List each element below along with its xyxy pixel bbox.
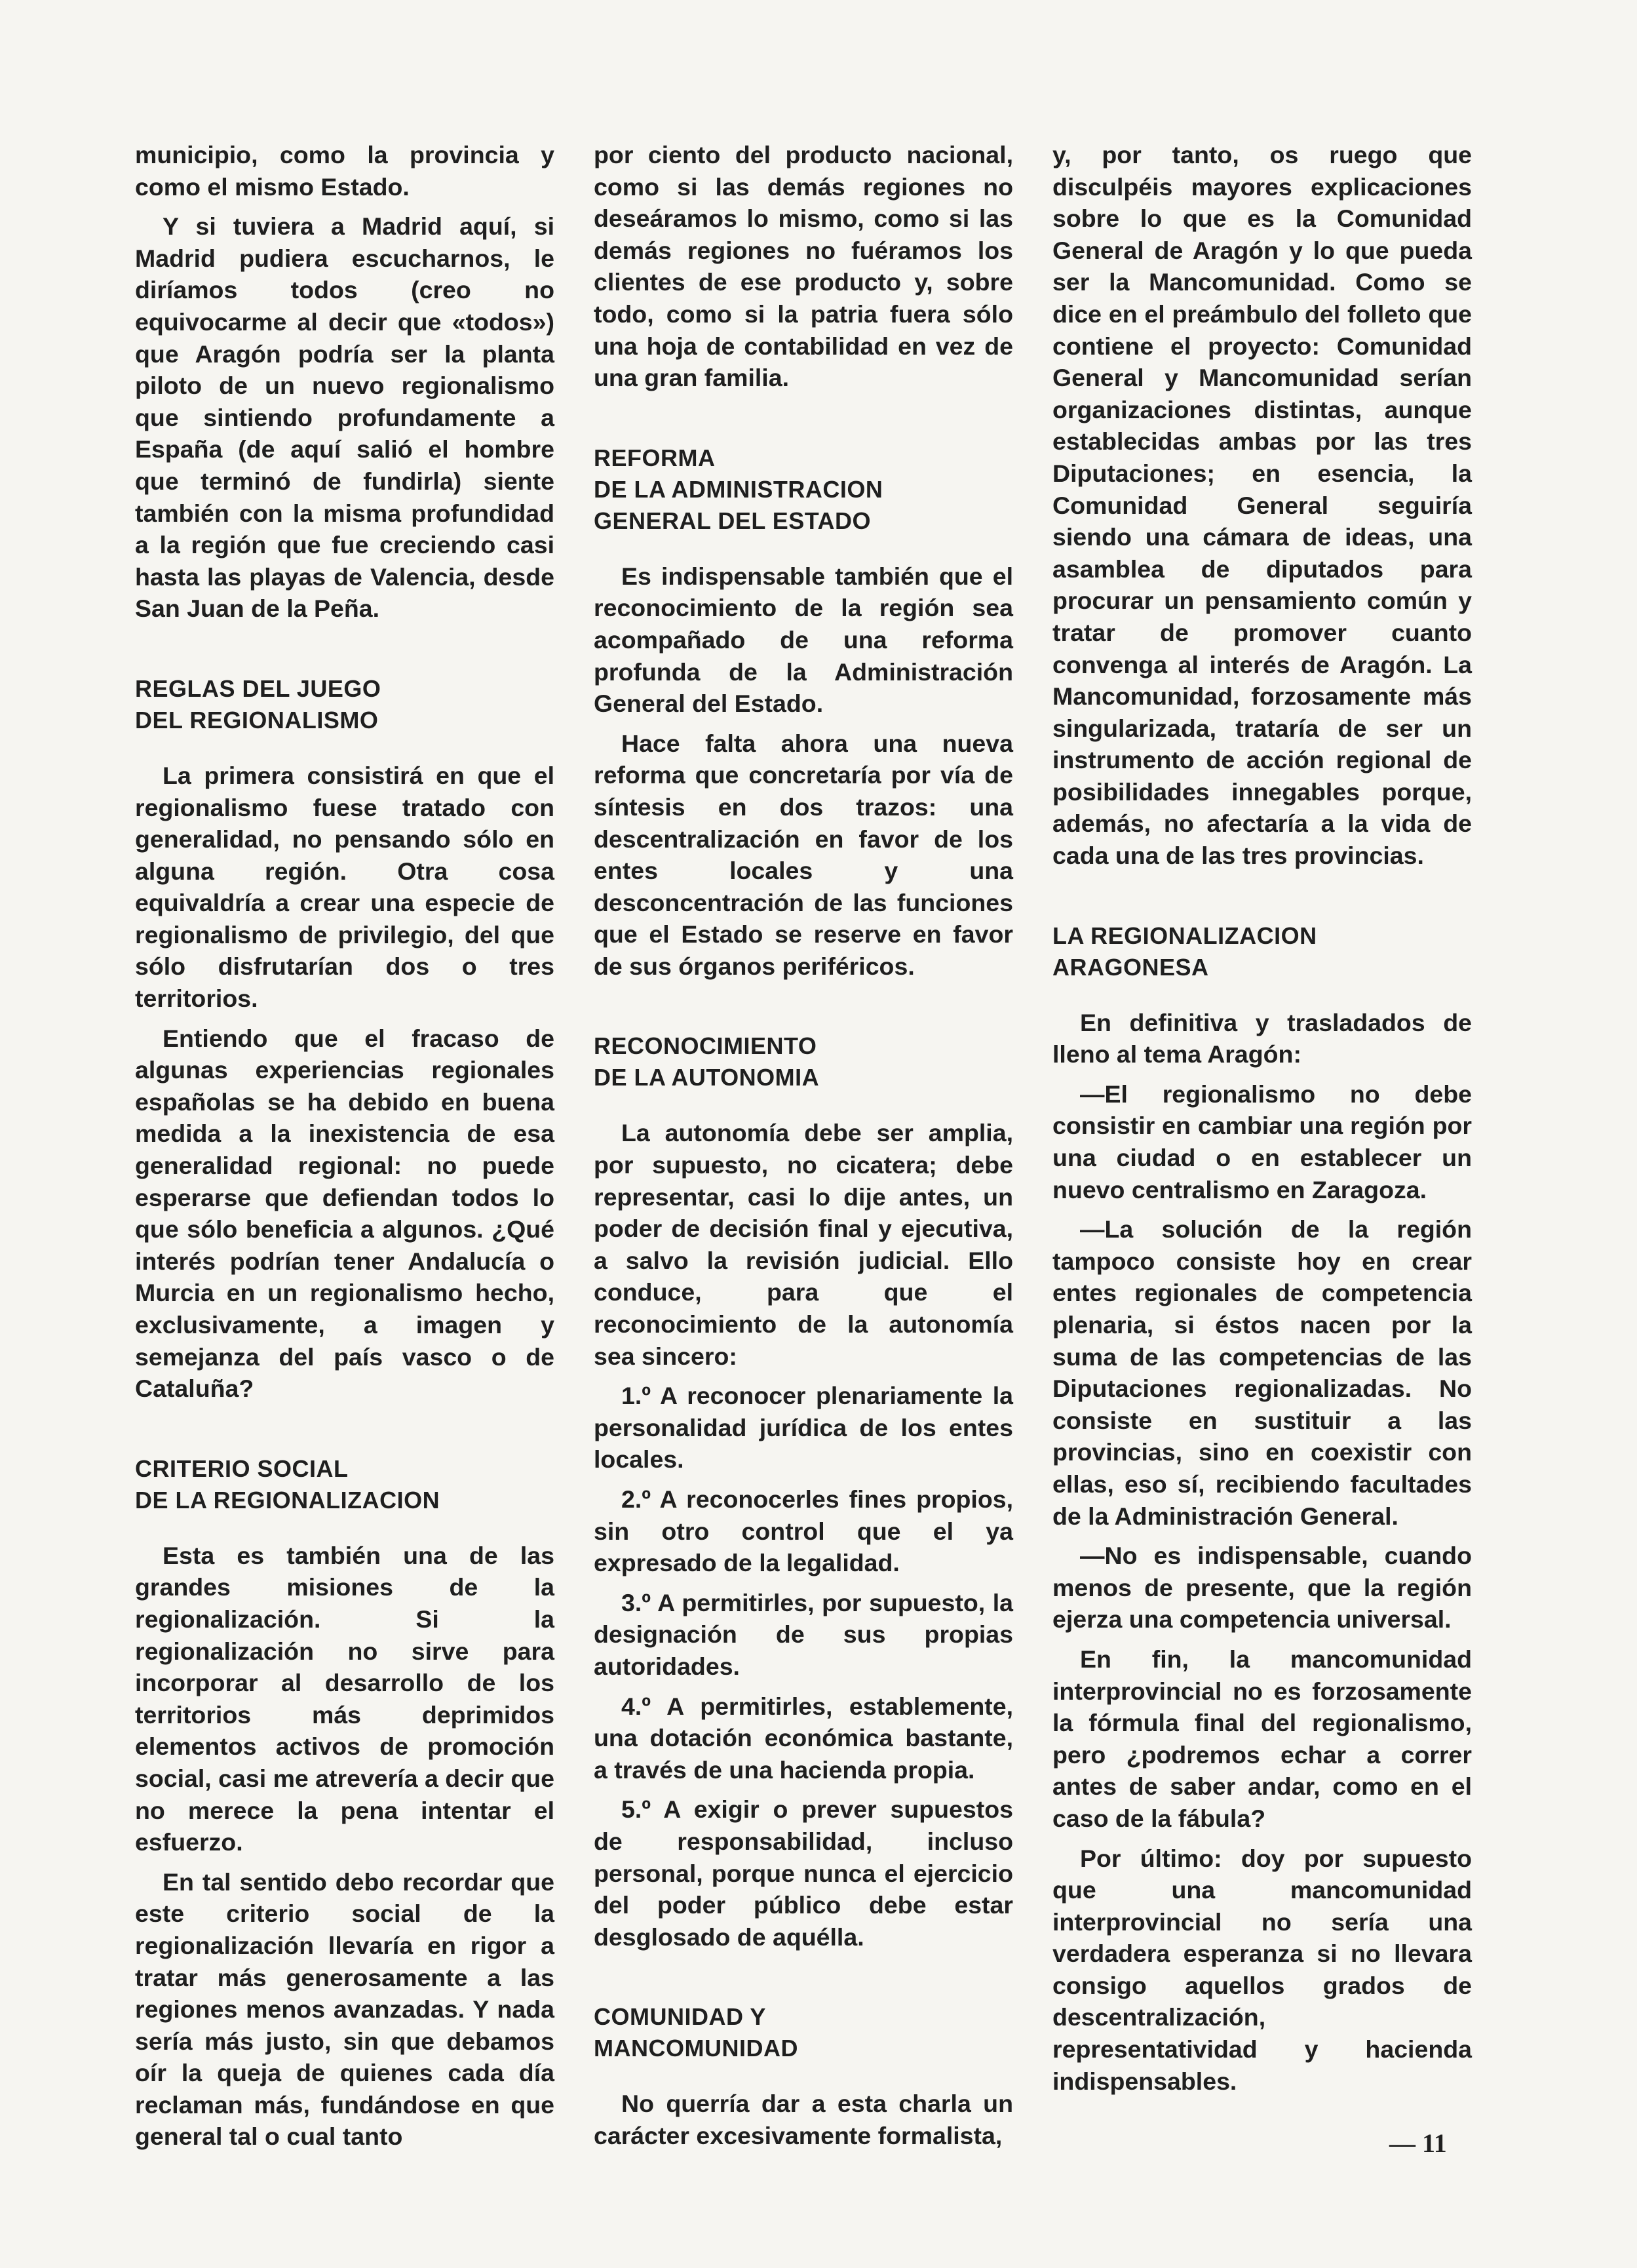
section-heading: LA REGIONALIZACION ARAGONESA: [1052, 922, 1317, 981]
spacer: [594, 1093, 1013, 1117]
paragraph: —La solución de la región tampoco consiste hoy en crear entes regionales de competencia plenaria, si éstos nacen por la suma de las competencias de las Diputaciones regionalizadas. No consiste en sustituir a las provincias, sino en coexistir con ellas, eso sí, recibiendo facultades de la Administración General.: [1052, 1215, 1472, 1530]
column-1: [135, 139, 554, 2160]
paragraph: Es indispensable también que el reconocimiento de la región sea acompañado de una reforma profunda de la Administración General del Estado.: [594, 562, 1013, 718]
paragraph: 5.º A exigir o prever supuestos de responsabilidad, incluso personal, porque nunca el ejercicio del poder público debe estar desglosado de aquélla.: [594, 1795, 1013, 1951]
paragraph: En tal sentido debo recordar que este criterio social de la regionalización llevaría en rigor a tratar más generosamente a las regiones menos avanzadas. Y nada sería más justo, sin que debamos oír la queja de quienes cada día reclaman más, fundándose en que general tal o cual tanto: [135, 1867, 554, 2151]
paragraph: Hace falta ahora una nueva reforma que concretaría por vía de síntesis en dos trazos: una descentralización en favor de los entes locales y una desconcentración de las funciones que el Estado se reserve en favor de sus órganos periféricos.: [594, 729, 1013, 980]
spacer: [594, 537, 1013, 560]
paragraph: y, por tanto, os ruego que disculpéis mayores explicaciones sobre lo que es la Comunidad General de Aragón y lo que pueda ser la Mancomunidad. Como se dice en el preámbulo del folleto que contiene el proyecto: Comunidad General y Mancomunidad serían organizaciones distintas, aunque establecidas ambas por las tres Diputaciones; en esencia, la Comunidad General seguiría siendo una cámara de ideas, una asamblea de diputados para procurar un pensamiento común y tratar de promover cuanto convenga al interés de Aragón. La Mancomunidad, forzosamente más singularizada, trataría de ser un instrumento de acción regional de posibilidades innegables porque, además, no afectaría a la vida de cada una de las tres provincias.: [1052, 141, 1472, 870]
paragraph: La autonomía debe ser amplia, por supuesto, no cicatera; debe representar, casi lo dije antes, un poder de decisión final y ejecutiva, a salvo la revisión judicial. Ello conduce, para que el reconocimiento de la autonomía sea sincero:: [594, 1119, 1013, 1370]
spacer: [594, 2064, 1013, 2088]
paragraph: 1.º A reconocer plenariamente la personalidad jurídica de los entes locales.: [594, 1382, 1013, 1474]
section-heading: REGLAS DEL JUEGO DEL REGIONALISMO: [135, 675, 381, 733]
paragraph: —No es indispensable, cuando menos de presente, que la región ejerza una competencia universal.: [1052, 1542, 1472, 1633]
page-number: — 11: [1389, 2128, 1447, 2158]
spacer: [594, 1961, 1013, 2001]
spacer: [135, 1516, 554, 1540]
paragraph: 2.º A reconocerles fines propios, sin otro control que el ya expresado de la legalidad.: [594, 1485, 1013, 1577]
paragraph: Por último: doy por supuesto que una mancomunidad interprovincial no sería una verdadera esperanza si no llevara consigo aquellos grados de descentralización, representatividad y hacienda indispensables.: [1052, 1844, 1472, 2095]
paragraph: Esta es también una de las grandes misiones de la regionalización. Si la regionalización no sirve para incorporar al desarrollo de los territorios más deprimidos elementos activos de promoción social, casi me atrevería a decir que no merece la pena intentar el esfuerzo.: [135, 1541, 554, 1856]
spacer: [594, 402, 1013, 442]
section-heading: RECONOCIMIENTO DE LA AUTONOMIA: [594, 1032, 820, 1091]
spacer: [135, 633, 554, 673]
paragraph: No querría dar a esta charla un carácter excesivamente formalista,: [594, 2090, 1013, 2149]
spacer: [135, 736, 554, 760]
paragraph: 4.º A permitirles, establemente, una dotación económica bastante, a través de una hacienda propia.: [594, 1692, 1013, 1784]
paragraph: 3.º A permitirles, por supuesto, la designación de sus propias autoridades.: [594, 1588, 1013, 1680]
paragraph: Entiendo que el fracaso de algunas experiencias regionales españolas se ha debido en buena medida a la inexistencia de esa generalidad regional: no puede esperarse que defiendan todos lo que sólo beneficia a algunos. ¿Qué interés podrían tener Andalucía o Murcia en un regionalismo hecho, exclusivamente, a imagen y semejanza del país vasco o de Cataluña?: [135, 1024, 554, 1403]
spacer: [594, 990, 1013, 1030]
paragraph: En fin, la mancomunidad interprovincial no es forzosamente la fórmula final del regionalismo, pero ¿podremos echar a correr antes de saber andar, como en el caso de la fábula?: [1052, 1645, 1472, 1832]
section-heading: COMUNIDAD Y MANCOMUNIDAD: [594, 2003, 798, 2062]
paragraph: —El regionalismo no debe consistir en cambiar una región por una ciudad o en establecer un nuevo centralismo en Zaragoza.: [1052, 1080, 1472, 1203]
paragraph: La primera consistirá en que el regionalismo fuese tratado con generalidad, no pensando sólo en alguna región. Otra cosa equivaldría a crear una especie de regionalismo de privilegio, del que sólo disfrutarían dos o tres territorios.: [135, 761, 554, 1013]
section-heading: REFORMA DE LA ADMINISTRACION GENERAL DEL ESTADO: [594, 444, 883, 534]
spacer: [1052, 983, 1472, 1007]
section-heading: CRITERIO SOCIAL DE LA REGIONALIZACION: [135, 1455, 440, 1514]
column-3: [1052, 139, 1472, 2105]
spacer: [1052, 880, 1472, 920]
spacer: [135, 1413, 554, 1453]
paragraph: Y si tuviera a Madrid aquí, si Madrid pudiera escucharnos, le diríamos todos (creo no equivocarme al decir que «todos») que Aragón podría ser la planta piloto de un nuevo regionalismo que sintiendo profundamente a España (de aquí salió el hombre que terminó de fundirla) siente también con la misma profundidad a la región que fue creciendo casi hasta las playas de Valencia, desde San Juan de la Peña.: [135, 212, 554, 623]
column-2: [594, 139, 1013, 2160]
paragraph: En definitiva y trasladados de lleno al tema Aragón:: [1052, 1008, 1472, 1068]
paragraph: municipio, como la provincia y como el mismo Estado.: [135, 141, 554, 201]
paragraph: por ciento del producto nacional, como si las demás regiones no deseáramos lo mismo, como si las demás regiones no fuéramos los clientes de ese producto y, sobre todo, como si la patria fuera sólo una hoja de contabilidad en vez de una gran familia.: [594, 141, 1013, 392]
